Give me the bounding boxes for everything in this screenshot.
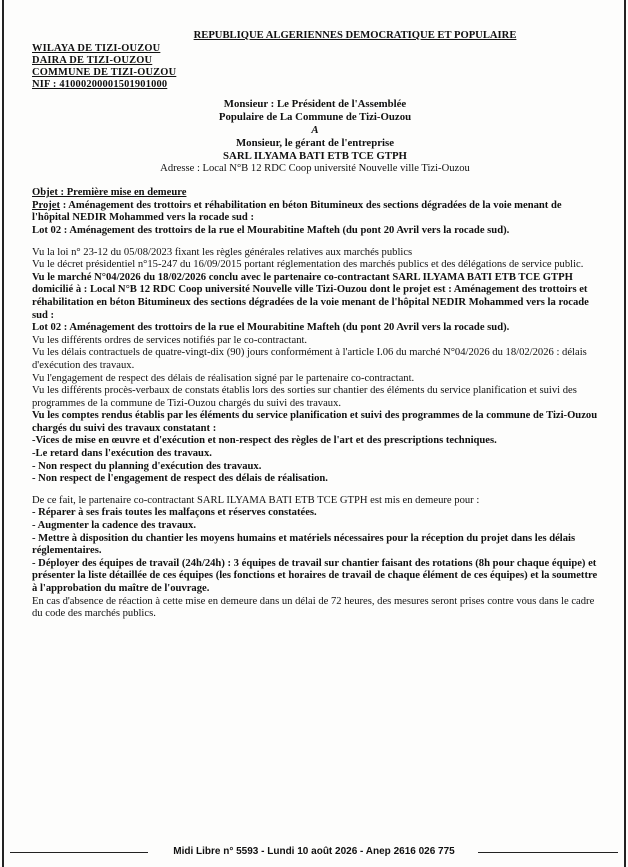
demand-4: - Déployer des équipes de travail (24h/24h) : 3 équipes de travail sur chantier faisant des rotations (8h pour chaque équipe) et présenter la liste détaillée de ces équipes (les fonctions et horaires de travail de chaque élément de ces équipes) et la soumettre à l'approbation du maître de l'ouvrage.	[32, 557, 598, 594]
visa-9: Vu les comptes rendus établis par les éléments du service planification et suivi des programmes de la commune de Tizi-Ouzou chargés du suivi des travaux constatant :	[32, 410, 598, 434]
commune-line: COMMUNE DE TIZI-OUZOU	[32, 66, 177, 78]
demand-3: - Mettre à disposition du chantier les moyens humains et matériels nécessaires pour la réception du projet dans les délais réglementaires.	[32, 532, 576, 557]
wilaya-line: WILAYA DE TIZI-OUZOU	[32, 42, 161, 54]
visa-7: Vu l'engagement de respect des délais de réalisation signé par le partenaire co-contractant.	[32, 372, 415, 384]
recipient-line-2: Populaire de La Commune de Tizi-Ouzou	[218, 110, 412, 123]
visa-8: Vu les différents procès-verbaux de constats établis lors des sorties sur chantier des éléments du service planification et suivi des programmes de la commune de Tizi-Ouzou chargés du suivi des travaux.	[32, 385, 577, 409]
finding-1: -Vices de mise en œuvre et d'exécution et non-respect des règles de l'art et des prescriptions techniques.	[32, 435, 497, 447]
recipient-block	[32, 98, 598, 163]
newspaper-footer	[0, 845, 628, 859]
demand-2: - Augmenter la cadence des travaux.	[32, 520, 196, 532]
visa-1: Vu la loi n° 23-12 du 05/08/2023 fixant les règles générales relatives aux marchés publics	[32, 246, 413, 258]
visa-6: Vu les délais contractuels de quatre-vingt-dix (90) jours conformément à l'article I.06 du marché N°04/2026 du 18/02/2026 : délais d'exécution des travaux.	[32, 347, 587, 371]
projet-lot: Lot 02 : Aménagement des trottoirs de la rue el Mourabitine Mafteh (du pont 20 Avril vers la rocade sud).	[32, 224, 510, 236]
demand-intro: De ce fait, le partenaire co-contractant SARL ILYAMA BATI ETB TCE GTPH est mis en demeure pour :	[32, 494, 480, 506]
notice-body	[32, 30, 598, 621]
finding-4: - Non respect de l'engagement de respect des délais de réalisation.	[32, 473, 328, 485]
footer-text: Midi Libre n° 5593 - Lundi 10 août 2026 - Anep 2616 026 775	[173, 846, 455, 857]
recipient-address: Adresse : Local N°B 12 RDC Coop université Nouvelle ville Tizi-Ouzou	[160, 162, 470, 174]
right-border-line	[624, 0, 626, 867]
projet-text: : Aménagement des trottoirs et réhabilitation en béton Bitumineux des sections dégradées de la voie menant de l'hôpital NEDIR Mohammed vers la rocade sud :	[32, 199, 562, 224]
finding-2: -Le retard dans l'exécution des travaux.	[32, 448, 212, 460]
nif-line: NIF : 41000200001501901000	[32, 78, 168, 90]
visa-3: Vu le marché N°04/2026 du 18/02/2026 conclu avec le partenaire co-contractant SARL ILYAMA BATI ETB TCE GTPH domicilié à : Local N°B 12 RDC Coop université Nouvelle ville Tizi-Ouzou dont le projet est : Aménagement des trottoirs et réhabilitation en béton Bitumineux des sections dégradées de la voie menant de l'hôpital NEDIR Mohammed vers la rocade sud :	[32, 271, 589, 321]
closing-paragraph: En cas d'absence de réaction à cette mise en demeure dans un délai de 72 heures, des mesures seront prises contre vous dans le cadre du code des marchés publics.	[32, 595, 595, 620]
demand-1: - Réparer à ses frais toutes les malfaçons et réserves constatées.	[32, 507, 317, 519]
recipient-line-4: Monsieur, le gérant de l'entreprise	[235, 136, 395, 149]
recipient-line-3: A	[311, 123, 319, 136]
visa-2: Vu le décret présidentiel n°15-247 du 16/09/2015 portant réglementation des marchés publics et des délégations de service public.	[32, 259, 584, 271]
visa-4: Lot 02 : Aménagement des trottoirs de la rue el Mourabitine Mafteh (du pont 20 Avril vers la rocade sud).	[32, 322, 510, 334]
objet-line: Objet : Première mise en demeure	[32, 187, 187, 199]
projet-paragraph	[32, 200, 598, 225]
recipient-line-1: Monsieur : Le Président de l'Assemblée	[223, 97, 407, 110]
projet-label: Projet	[32, 199, 61, 211]
daira-line: DAIRA DE TIZI-OUZOU	[32, 54, 153, 66]
recipient-company: SARL ILYAMA BATI ETB TCE GTPH	[223, 149, 407, 162]
visa-5: Vu les différents ordres de services notifiés par le co-contractant.	[32, 334, 308, 346]
finding-3: - Non respect du planning d'exécution des travaux.	[32, 460, 262, 472]
republic-heading: REPUBLIQUE ALGERIENNES DEMOCRATIQUE ET POPULAIRE	[193, 30, 517, 41]
left-border-line	[2, 0, 4, 867]
